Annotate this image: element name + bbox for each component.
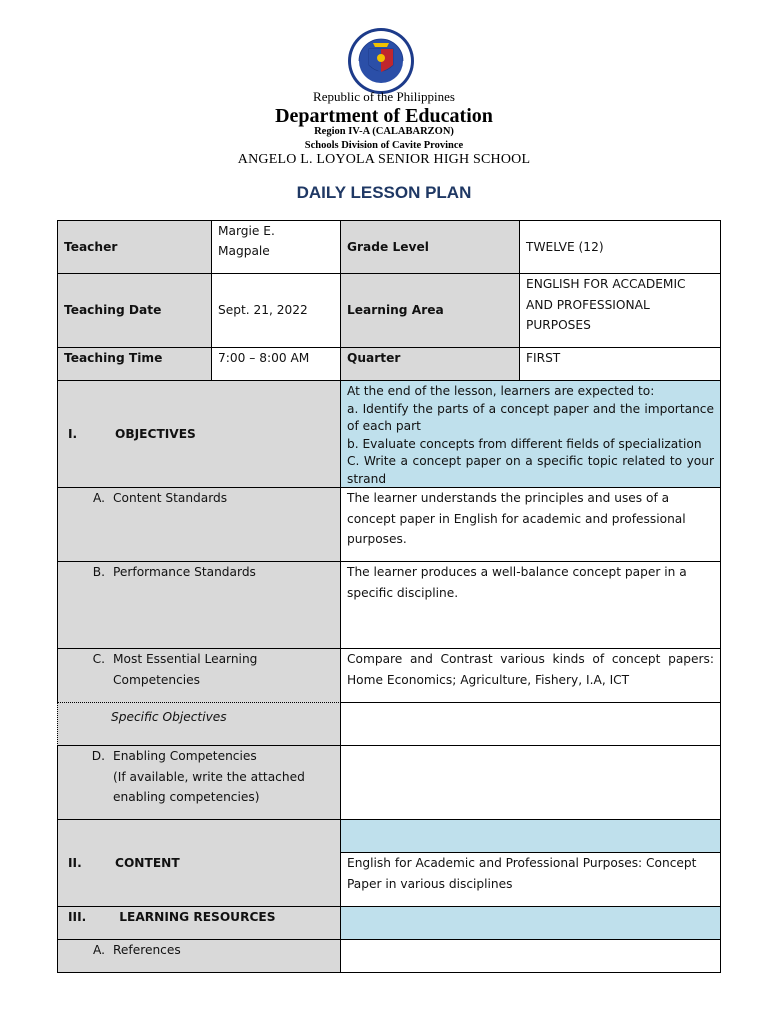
grade-label: Grade Level <box>347 239 429 254</box>
objective-c: C. Write a concept paper on a specific topic related to your strand <box>347 454 714 486</box>
area-value-line3: PURPOSES <box>526 318 591 332</box>
objectives-value-cell <box>340 380 721 488</box>
references-label: References <box>113 943 181 957</box>
objectives-intro: At the end of the lesson, learners are expected to: <box>347 384 655 398</box>
performance-standards-label-cell <box>57 561 341 649</box>
teacher-label-cell <box>57 220 212 274</box>
resources-label: LEARNING RESOURCES <box>119 910 276 924</box>
content-standards-value: The learner understands the principles and uses of a concept paper in English for academic and professional purposes. <box>347 491 686 546</box>
time-label-cell <box>57 347 212 381</box>
melc-value: Compare and Contrast various kinds of concept papers: Home Economics; Agriculture, Fishery, I.A, ICT <box>347 652 714 687</box>
references-letter: A. <box>93 943 105 957</box>
deped-seal-icon <box>347 27 415 95</box>
content-label: CONTENT <box>115 855 180 870</box>
content-standards-value-cell <box>340 487 721 562</box>
objective-a: a. Identify the parts of a concept paper and the importance of each part <box>347 401 714 433</box>
objective-b: b. Evaluate concepts from different fields of specialization <box>347 436 702 451</box>
resources-blue-cell <box>340 906 721 940</box>
objectives-label-cell <box>57 380 341 488</box>
time-label: Teaching Time <box>64 351 163 365</box>
specific-objectives-value-cell <box>340 702 721 746</box>
content-standards-letter: A. <box>93 491 105 505</box>
specific-objectives-label-cell <box>57 702 341 746</box>
teacher-value-line2: Magpale <box>218 244 270 258</box>
quarter-label-cell <box>340 347 520 381</box>
teacher-value-line1: Margie E. <box>218 224 275 238</box>
quarter-value: FIRST <box>526 351 561 365</box>
content-blue-cell <box>340 819 721 853</box>
division-heading: Schools Division of Cavite Province <box>304 140 464 151</box>
date-label: Teaching Date <box>64 303 162 318</box>
melc-letter: C. <box>92 652 105 666</box>
area-label-cell <box>340 273 520 348</box>
time-value-cell <box>211 347 341 381</box>
teacher-value-cell <box>211 220 341 274</box>
enabling-value-cell <box>340 745 721 820</box>
melc-label-cell <box>57 648 341 703</box>
enabling-letter: D. <box>91 749 105 763</box>
enabling-label-cell <box>57 745 341 820</box>
content-value: English for Academic and Professional Purposes: Concept Paper in various disciplines <box>347 856 697 891</box>
resources-label-cell <box>57 906 341 940</box>
quarter-label: Quarter <box>347 351 401 365</box>
content-standards-label: Content Standards <box>113 491 228 505</box>
area-value-line1: ENGLISH FOR ACCADEMIC <box>526 277 686 291</box>
date-label-cell <box>57 273 212 348</box>
date-value: Sept. 21, 2022 <box>218 303 308 318</box>
school-heading: ANGELO L. LOYOLA SENIOR HIGH SCHOOL <box>237 152 531 167</box>
area-label: Learning Area <box>347 303 444 318</box>
quarter-value-cell <box>519 347 721 381</box>
references-label-cell <box>57 939 341 973</box>
performance-standards-value-cell <box>340 561 721 649</box>
region-heading: Region IV-A (CALABARZON) <box>314 126 454 137</box>
area-value-cell <box>519 273 721 348</box>
date-value-cell <box>211 273 341 348</box>
document-title: DAILY LESSON PLAN <box>296 183 472 202</box>
enabling-note: (If available, write the attached enabling competencies) <box>113 769 305 804</box>
teacher-label: Teacher <box>64 239 118 254</box>
content-number: II. <box>68 855 82 870</box>
melc-label: Most Essential Learning Competencies <box>113 652 258 687</box>
content-value-cell <box>340 852 721 907</box>
performance-standards-letter: B. <box>92 565 105 579</box>
performance-standards-value: The learner produces a well-balance concept paper in a specific discipline. <box>347 565 687 600</box>
department-heading: Department of Education <box>275 105 493 127</box>
melc-value-cell <box>340 648 721 703</box>
objectives-number: I. <box>68 426 78 441</box>
specific-objectives-label: Specific Objectives <box>111 710 227 724</box>
republic-heading: Republic of the Philippines <box>313 89 455 104</box>
objectives-label: OBJECTIVES <box>115 426 196 441</box>
grade-value-cell <box>519 220 721 274</box>
time-value: 7:00 – 8:00 AM <box>218 351 310 365</box>
enabling-label: Enabling Competencies <box>113 749 257 763</box>
area-value-line2: AND PROFESSIONAL <box>526 297 650 312</box>
references-value-cell <box>340 939 721 973</box>
content-label-cell <box>57 819 341 907</box>
resources-number: III. <box>68 910 87 924</box>
content-standards-label-cell <box>57 487 341 562</box>
performance-standards-label: Performance Standards <box>113 565 256 579</box>
grade-label-cell <box>340 220 520 274</box>
grade-value: TWELVE (12) <box>526 239 604 254</box>
